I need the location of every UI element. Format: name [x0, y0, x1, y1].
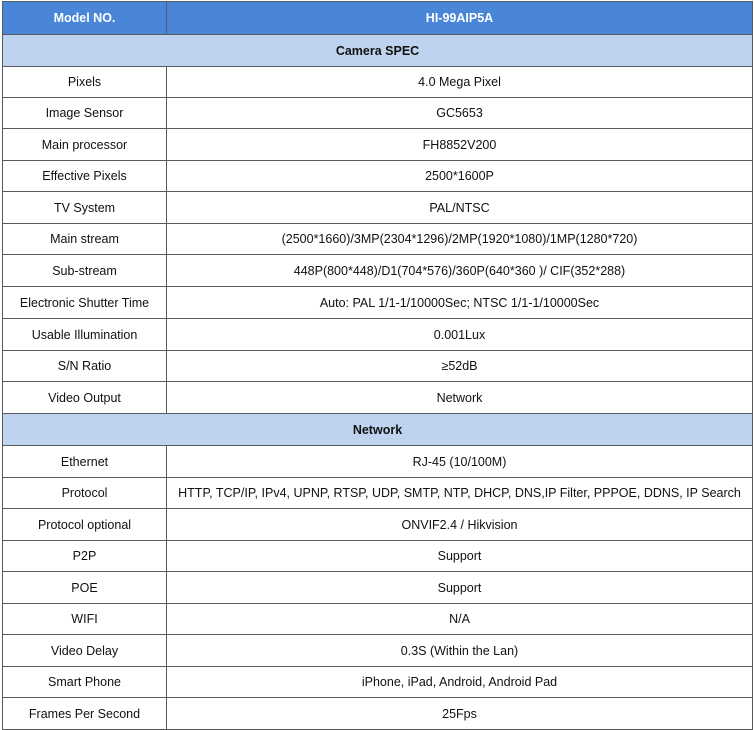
spec-label: Effective Pixels	[3, 161, 167, 192]
spec-value: iPhone, iPad, Android, Android Pad	[167, 667, 753, 698]
table-row	[3, 698, 753, 730]
spec-value: ≥52dB	[167, 351, 753, 382]
spec-label: Image Sensor	[3, 98, 167, 129]
section-row-camera-spec	[3, 35, 753, 67]
section-row-network	[3, 414, 753, 446]
spec-label: P2P	[3, 541, 167, 572]
model-value: HI-99AIP5A	[167, 2, 753, 35]
table-row	[3, 192, 753, 224]
table-row	[3, 478, 753, 509]
spec-value: Auto: PAL 1/1-1/10000Sec; NTSC 1/1-1/10000Sec	[167, 287, 753, 319]
spec-value: 4.0 Mega Pixel	[167, 67, 753, 98]
spec-label: Protocol	[3, 478, 167, 509]
table-row	[3, 287, 753, 319]
spec-value: 448P(800*448)/D1(704*576)/360P(640*360 )/ CIF(352*288)	[167, 255, 753, 287]
table-row	[3, 446, 753, 478]
spec-label: Smart Phone	[3, 667, 167, 698]
spec-label: Pixels	[3, 67, 167, 98]
table-row	[3, 319, 753, 351]
table-row	[3, 255, 753, 287]
table-row	[3, 161, 753, 192]
spec-label: POE	[3, 572, 167, 604]
spec-value: 0.001Lux	[167, 319, 753, 351]
spec-label: Frames Per Second	[3, 698, 167, 730]
spec-value: (2500*1660)/3MP(2304*1296)/2MP(1920*1080)/1MP(1280*720)	[167, 224, 753, 255]
table-row	[3, 635, 753, 667]
spec-value: N/A	[167, 604, 753, 635]
table-row	[3, 541, 753, 572]
spec-value: 0.3S (Within the Lan)	[167, 635, 753, 667]
table-row	[3, 67, 753, 98]
spec-value: ONVIF2.4 / Hikvision	[167, 509, 753, 541]
spec-label: Main processor	[3, 129, 167, 161]
table-row	[3, 382, 753, 414]
spec-value: HTTP, TCP/IP, IPv4, UPNP, RTSP, UDP, SMTP, NTP, DHCP, DNS,IP Filter, PPPOE, DDNS, IP Search	[167, 478, 753, 509]
spec-value: 25Fps	[167, 698, 753, 730]
spec-label: TV System	[3, 192, 167, 224]
table-row	[3, 509, 753, 541]
table-row	[3, 572, 753, 604]
model-label: Model NO.	[3, 2, 167, 35]
spec-value: Support	[167, 541, 753, 572]
spec-value: Network	[167, 382, 753, 414]
spec-label: Main stream	[3, 224, 167, 255]
spec-value: 2500*1600P	[167, 161, 753, 192]
table-row	[3, 129, 753, 161]
spec-label: Ethernet	[3, 446, 167, 478]
table-row	[3, 224, 753, 255]
spec-label: Electronic Shutter Time	[3, 287, 167, 319]
spec-label: Video Delay	[3, 635, 167, 667]
table-row	[3, 667, 753, 698]
spec-value: Support	[167, 572, 753, 604]
spec-label: Protocol optional	[3, 509, 167, 541]
table-row	[3, 351, 753, 382]
spec-label: WIFI	[3, 604, 167, 635]
spec-table	[2, 1, 753, 730]
table-row	[3, 604, 753, 635]
section-title-network: Network	[3, 414, 753, 446]
spec-label: S/N Ratio	[3, 351, 167, 382]
section-title-camera-spec: Camera SPEC	[3, 35, 753, 67]
spec-value: RJ-45 (10/100M)	[167, 446, 753, 478]
spec-label: Usable Illumination	[3, 319, 167, 351]
table-row	[3, 98, 753, 129]
spec-value: PAL/NTSC	[167, 192, 753, 224]
spec-value: GC5653	[167, 98, 753, 129]
spec-label: Sub-stream	[3, 255, 167, 287]
spec-value: FH8852V200	[167, 129, 753, 161]
header-row	[3, 2, 753, 35]
spec-label: Video Output	[3, 382, 167, 414]
